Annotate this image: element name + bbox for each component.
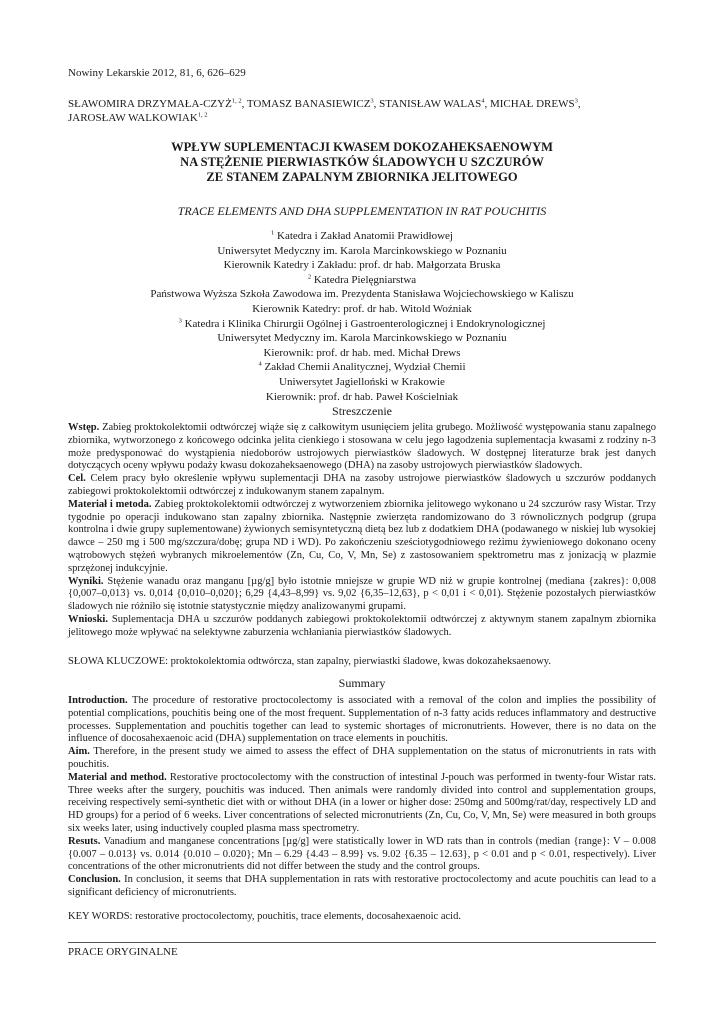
paragraph-label: Material and method. <box>68 771 167 783</box>
keywords-polish: SŁOWA KLUCZOWE: proktokolektomia odtwórcza, stan zapalny, pierwiastki śladowe, kwas dokozaheksaenowy. <box>68 656 551 667</box>
paragraph-text: Celem pracy było określenie wpływu suplementacji DHA na zasoby ustrojowe pierwiastków śladowych u szczurów poddanych zabiegowi proktokolektomii odtwórczej z indukowanym stanem zapalnym. <box>68 473 657 497</box>
affiliation-line <box>68 360 656 375</box>
affiliation-text: Uniwersytet Jagielloński w Krakowie <box>279 375 445 388</box>
abstract-paragraph <box>68 422 656 473</box>
paragraph-text: Therefore, in the present study we aimed to assess the effect of DHA supplementation on the status of micronutrients in rats with pouchitis. <box>68 746 656 770</box>
affiliation-sup: 1 <box>271 229 275 237</box>
author-name: JAROSŁAW WALKOWIAK <box>68 112 198 124</box>
affiliation-line <box>68 331 656 346</box>
paragraph-label: Resuts. <box>68 835 101 847</box>
affiliation-sup: 2 <box>307 273 312 281</box>
paragraph-label: Wyniki. <box>68 575 104 587</box>
affiliation-text: Kierownik Katedry: prof. dr hab. Witold Woźniak <box>252 302 472 315</box>
author-affiliation-sup: 1, 2 <box>231 97 242 105</box>
abstract-paragraph <box>68 473 656 499</box>
abstract-paragraph <box>68 874 656 900</box>
author-name: STANISŁAW WALAS <box>379 98 482 110</box>
affiliation-line <box>68 390 656 405</box>
affiliation-line <box>68 258 656 273</box>
paragraph-text: Suplementacja DHA u szczurów poddanych zabiegowi proktokolektomii odtwórczej z aktywnym stanem zapalnym zbiornika jelitowego może wpływać na selektywne zaburzenia wchłaniania pierwiastków śladowych. <box>68 613 656 638</box>
abstract-paragraph <box>68 499 656 576</box>
author-name: SŁAWOMIRA DRZYMAŁA-CZYŻ <box>68 98 232 110</box>
author-affiliation-sup: 3 <box>370 97 374 105</box>
title-line: NA STĘŻENIE PIERWIASTKÓW ŚLADOWYCH U SZCZURÓW <box>180 155 544 169</box>
affiliation-text: Kierownik: prof. dr hab. med. Michał Drews <box>263 346 461 359</box>
journal-reference: Nowiny Lekarskie 2012, 81, 6, 626–629 <box>68 67 246 79</box>
keywords-english: KEY WORDS: restorative proctocolectomy, pouchitis, trace elements, docosahexaenoic acid. <box>68 911 461 922</box>
affiliation-text: Katedra i Zakład Anatomii Prawidłowej <box>277 230 453 242</box>
affiliation-line <box>68 346 656 361</box>
author-affiliation-sup: 3 <box>574 97 578 105</box>
affiliation-text: Kierownik Katedry i Zakładu: prof. dr hab. Małgorzata Bruska <box>223 259 501 272</box>
paragraph-label: Materiał i metoda. <box>68 498 152 510</box>
paragraph-text: The procedure of restorative proctocolectomy is associated with a removal of the colon and implies the possibility of potential complications, pouchitis being one of the most frequent. Supplementation of n-3 fatty acids reduces inflammatory and destructive processes. Supplementation and pouchitis together can lead to systemic shortages of micronutrients. However, there is no data on the influence of docosahexaenoic acid (DHA) supplementation on trace elements in pouchitis. <box>68 695 657 745</box>
affiliation-sup: 3 <box>178 316 182 324</box>
paragraph-text: Zabieg proktokolektomii odtwórczej wiąże się z całkowitym usunięciem jelita grubego. Możliwość występowania stanu zapalnego zbiornika, wytworzonego z końcowego odcinka jelita cienkiego i stosowana w celu jego łagodzenia suplementacja kwasami z rodziny n-3 może predysponować do wystąpienia niedoborów ustrojowych pierwiastków śladowych. W dostępnej literaturze brak jest danych dotyczących oceny wpływu podaży kwasu dokozaheksaenowego (DHA) na zasoby ustrojowych pierwiastków śladowych. <box>68 422 656 472</box>
paragraph-text: Stężenie wanadu oraz manganu [µg/g] było istotnie mniejsze w grupie WD niż w grupie kontrolnej (mediana {zakres}: 0,008 {0,007–0,013} vs. 0,014 {0,010–0,020}; 6,29 {4,43–8,99} vs. 9,02 {6,35–12,63}, p < 0,01 i < 0,01). Stężenie pozostałych pierwiastków śladowych nie różniło się istotnie statystycznie między analizowanymi grupami. <box>68 575 656 613</box>
abstract-paragraph <box>68 772 656 836</box>
paragraph-label: Aim. <box>68 746 90 758</box>
summary-heading: Summary <box>338 676 386 690</box>
author-name: MICHAŁ DREWS <box>489 98 575 110</box>
streszczenie-body <box>68 422 656 640</box>
affiliation-text: Kierownik: prof. dr hab. Paweł Kościelniak <box>265 390 459 403</box>
paragraph-text: In conclusion, it seems that DHA supplementation in rats with restorative proctocolectomy and acute pouchitis can lead to a significant deficiency of micronutrients. <box>68 874 657 898</box>
title-line: WPŁYW SUPLEMENTACJI KWASEM DOKOZAHEKSAENOWYM <box>171 140 553 154</box>
summary-body <box>68 695 656 900</box>
title-line: ZE STANEM ZAPALNYM ZBIORNIKA JELITOWEGO <box>206 170 518 184</box>
abstract-paragraph <box>68 614 656 640</box>
title-english: TRACE ELEMENTS AND DHA SUPPLEMENTATION IN RAT POUCHITIS <box>177 204 547 218</box>
title-polish <box>68 140 656 185</box>
abstract-paragraph <box>68 746 656 772</box>
footer-divider <box>68 942 656 943</box>
affiliation-text: Uniwersytet Medyczny im. Karola Marcinkowskiego w Poznaniu <box>217 244 507 257</box>
affiliation-line <box>68 375 656 390</box>
section-label: PRACE ORYGINALNE <box>68 946 178 958</box>
author-name: TOMASZ BANASIEWICZ <box>246 98 371 110</box>
affiliations <box>68 229 656 404</box>
paragraph-label: Cel. <box>68 473 86 485</box>
affiliation-line <box>68 317 656 332</box>
paragraph-text: Restorative proctocolectomy with the construction of intestinal J-pouch was performed in twenty-four Wistar rats. Three weeks after the surgery, pouchitis was induced. Then animals were randomly divided into control and supplementation groups, receiving respectively semi-synthetic diet with or without DHA (in a lower or higher dose: 250mg and 500mg/rat/day, respectively LD and HD groups) for a period of 6 weeks. Liver concentrations of selected micronutrients (Zn, Cu, Co, V, Mn, Se) were measured in both groups six weeks later, using inductively coupled plasma mass spectrometry. <box>68 771 657 834</box>
paragraph-label: Conclusion. <box>68 874 121 886</box>
affiliation-text: Katedra Pielęgniarstwa <box>313 273 417 286</box>
affiliation-line <box>68 302 656 317</box>
affiliation-line <box>68 287 656 302</box>
affiliation-line <box>68 273 656 288</box>
affiliation-text: Katedra i Klinika Chirurgii Ogólnej i Gastroenterologicznej i Endokrynologicznej <box>184 317 546 330</box>
abstract-paragraph <box>68 576 656 614</box>
paragraph-text: Zabieg proktokolektomii odtwórczej z wytworzeniem zbiornika jelitowego wykonano u 24 szczurów rasy Wistar. Trzy tygodnie po operacji indukowano stan zapalny zbiornika. Następnie zwierzęta randomizowano do 3 równolicznych podgrup (grupa kontrolna i dwie grupy suplementowane) żywionych semisyntetyczną dietą bez lub z dodatkiem DHA (podawanego w niskiej lub wysokiej dawce – 250 mg i 500 mg/szczura/dobę; grupa ND i WD). Po zakończeniu sześciotygodniowego reżimu żywieniowego dokonano oceny wątrobowych stężeń wybranych mikroelementów (Zn, Cu, Co, V, Mn, Se) z zastosowaniem spektrometru mas z jonizacją w plazmie sprzężonej indukcyjnie. <box>68 498 656 574</box>
paragraph-label: Introduction. <box>68 695 128 706</box>
author-affiliation-sup: 1, 2 <box>197 111 208 119</box>
affiliation-line <box>68 229 656 244</box>
author-affiliation-sup: 4 <box>481 97 485 105</box>
author-list: SŁAWOMIRA DRZYMAŁA-CZYŻ$^{1, 2}$, TOMASZ BANASIEWICZ$^3$, STANISŁAW WALAS$^4$, MICHAŁ DREWS$^3$, JAROSŁAW WALKOWIAK$^{1, 2}$ <box>68 97 581 124</box>
affiliation-line <box>68 244 656 259</box>
paragraph-label: Wstęp. <box>68 422 100 433</box>
paragraph-text: Vanadium and manganese concentrations [µg/g] were statistically lower in WD rats than in controls (median {range}: V – 0.008 {0.007 – 0.013} vs. 0.014 {0.010 – 0.020}; Mn – 6.29 {4.43 – 8.99} vs. 9.02 {6.35 – 12.63}, p < 0.01 and p < 0.01, respectively). Liver concentrations of the other micronutrients did not differ between the study and the control groups. <box>68 835 656 873</box>
affiliation-text: Zakład Chemii Analitycznej, Wydział Chemii <box>264 361 466 374</box>
paragraph-label: Wnioski. <box>68 613 108 625</box>
affiliation-sup: 4 <box>258 360 262 368</box>
abstract-paragraph <box>68 836 656 874</box>
streszczenie-heading: Streszczenie <box>332 404 392 418</box>
abstract-paragraph <box>68 695 656 746</box>
affiliation-text: Państwowa Wyższa Szkoła Zawodowa im. Prezydenta Stanisława Wojciechowskiego w Kaliszu <box>150 288 574 301</box>
affiliation-text: Uniwersytet Medyczny im. Karola Marcinkowskiego w Poznaniu <box>217 332 507 345</box>
